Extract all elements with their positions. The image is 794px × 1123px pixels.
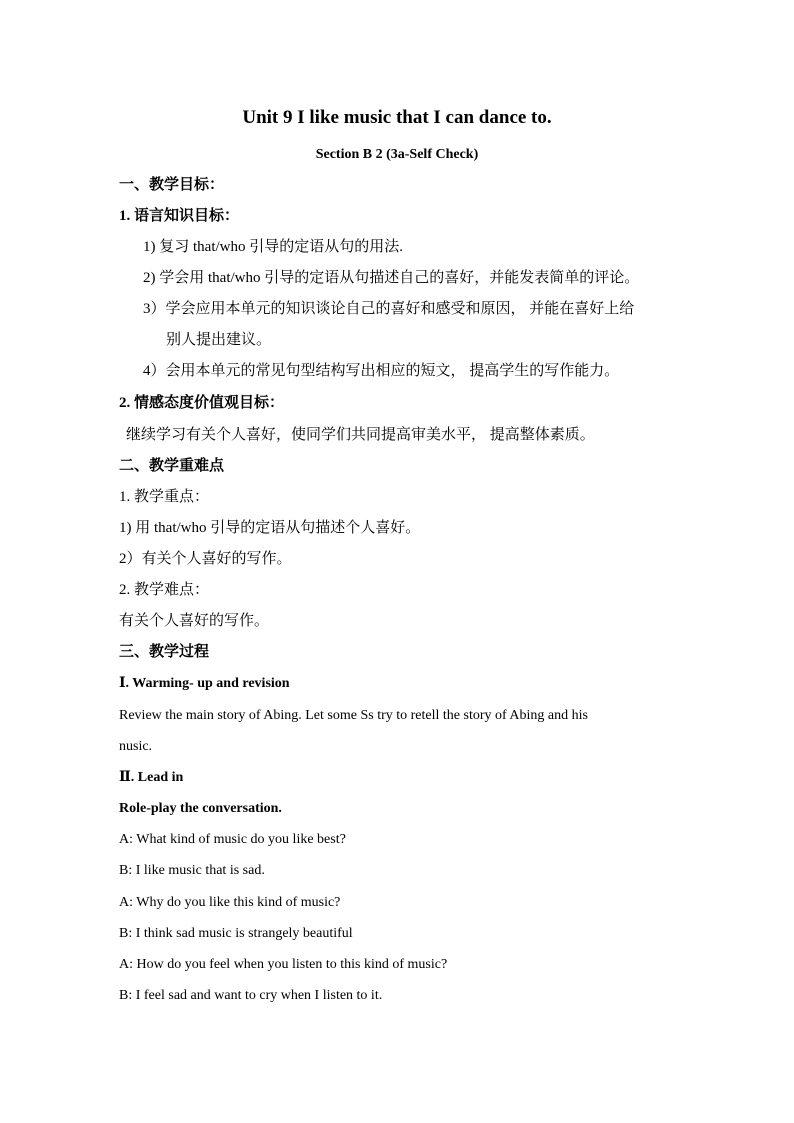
list-item-continuation: 别人提出建议。: [166, 332, 272, 348]
list-item: 2) 学会用 that/who 引导的定语从句描述自己的喜好，并能发表简单的评论。: [143, 270, 640, 286]
subheading-attitude-goals: 2. 情感态度价值观目标：: [119, 395, 285, 411]
document-title: Unit 9 I like music that I can dance to.: [242, 107, 552, 128]
document-subtitle: Section B 2 (3a-Self Check): [315, 147, 479, 162]
step-heading-warming-up: Ⅰ. Warming- up and revision: [119, 676, 290, 691]
list-item: 3）学会应用本单元的知识谈论自己的喜好和感受和原因， 并能在喜好上给: [143, 301, 635, 317]
paragraph-line: nusic.: [119, 739, 153, 754]
dialogue-line: B: I like music that is sad.: [119, 863, 265, 878]
section-heading-objectives: 一、教学目标：: [119, 177, 225, 193]
dialogue-line: A: Why do you like this kind of music?: [119, 895, 341, 910]
list-item: 1) 用 that/who 引导的定语从句描述个人喜好。: [119, 520, 421, 536]
list-item: 1) 复习 that/who 引导的定语从句的用法.: [143, 239, 403, 255]
dialogue-line: B: I feel sad and want to cry when I listen to it.: [119, 988, 383, 1003]
dialogue-line: B: I think sad music is strangely beautiful: [119, 926, 353, 941]
focus-label: 1. 教学重点：: [119, 489, 210, 505]
section-heading-key-points: 二、教学重难点: [119, 458, 225, 474]
step-heading-lead-in: Ⅱ. Lead in: [119, 770, 184, 785]
paragraph-line: Review the main story of Abing. Let some Ss try to retell the story of Abing and his: [119, 708, 588, 723]
paragraph: 有关个人喜好的写作。: [119, 613, 270, 629]
list-item: 2）有关个人喜好的写作。: [119, 551, 292, 567]
subheading-language-goals: 1. 语言知识目标：: [119, 208, 240, 224]
role-play-label: Role-play the conversation.: [119, 801, 282, 816]
section-heading-procedure: 三、教学过程: [119, 644, 210, 660]
list-item: 4）会用本单元的常见句型结构写出相应的短文， 提高学生的写作能力。: [143, 363, 620, 379]
difficulty-label: 2. 教学难点：: [119, 582, 210, 598]
paragraph: 继续学习有关个人喜好，使同学们共同提高审美水平， 提高整体素质。: [126, 427, 595, 443]
dialogue-line: A: What kind of music do you like best?: [119, 832, 346, 847]
dialogue-line: A: How do you feel when you listen to this kind of music?: [119, 957, 448, 972]
